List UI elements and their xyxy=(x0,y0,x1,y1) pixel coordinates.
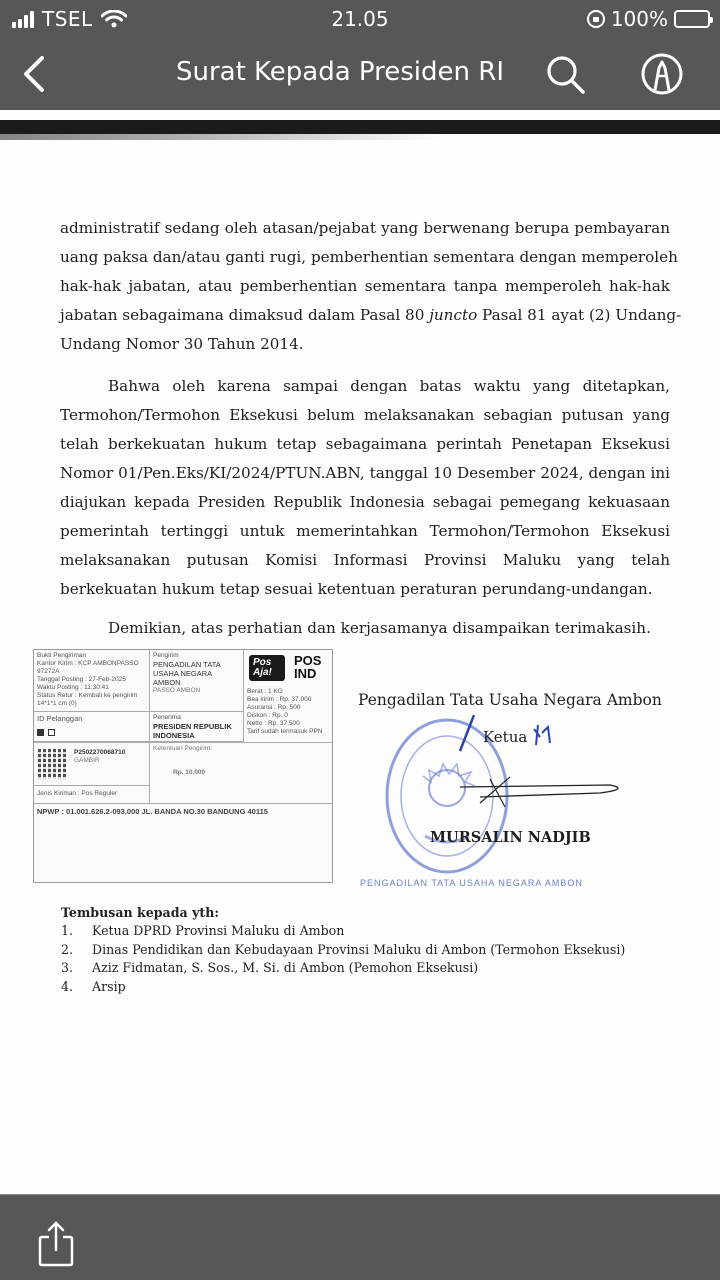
list-text: Aziz Fidmatan, S. Sos., M. Si. di Ambon (Pemohon Eksekusi) xyxy=(92,960,479,975)
receipt-label: Pengirim xyxy=(153,652,179,659)
document-viewer[interactable] xyxy=(0,110,720,1194)
text-segment: Pasal 81 ayat (2) Undang- xyxy=(477,306,682,324)
list-number: 2. xyxy=(61,941,74,957)
signal-icon xyxy=(12,10,34,28)
search-icon xyxy=(549,58,583,92)
pos-aja-logo: Pos Aja! xyxy=(249,655,285,681)
list-number: 3. xyxy=(61,960,74,975)
markup-pen-icon xyxy=(643,55,681,93)
checkbox-icon xyxy=(37,729,44,736)
page-edge xyxy=(0,120,720,134)
signature-office: Pengadilan Tata Usaha Negara Ambon xyxy=(358,691,662,709)
paragraph-2 xyxy=(60,372,670,604)
text-line: berkekuatan hukum tetap sesuai ketentuan peraturan perundang-undangan. xyxy=(60,580,653,598)
receipt-line: Bukti Pengiriman xyxy=(37,652,87,659)
closing-sentence: Demikian, atas perhatian dan kerjasamanya disampaikan terimakasih. xyxy=(108,619,651,637)
search-button[interactable] xyxy=(545,54,587,96)
text-line: telah berkekuatan hukum tetap sebagaimana perintah Penetapan Eksekusi xyxy=(60,435,670,453)
list-number: 4. xyxy=(61,978,74,994)
cc-list xyxy=(61,903,625,996)
cost-line: Berat : 1 KG xyxy=(247,688,283,695)
terms-fee: Rp. 10.000 xyxy=(173,769,206,776)
cost-line: Tarif sudah termasuk PPN xyxy=(247,728,323,735)
battery-icon xyxy=(674,10,710,28)
share-button[interactable] xyxy=(36,1219,76,1267)
text-line: administratif sedang oleh atasan/pejabat yang berwenang berupa pembayaran xyxy=(60,219,670,237)
receipt-line: Kantor Kirim : KCP AMBONPASSO xyxy=(37,660,139,667)
text-line: pemerintah tertinggi untuk memerintahkan Termohon/Termohon Eksekusi xyxy=(60,522,670,540)
list-text: Arsip xyxy=(92,978,126,994)
text-line: uang paksa dan/atau ganti rugi, pemberhentian sementara dengan memperoleh xyxy=(60,248,678,266)
receipt-service: Jenis Kiriman : Pos Reguler xyxy=(34,786,150,804)
cost-line: Netto : Rp. 37.500 xyxy=(247,720,300,727)
postal-receipt xyxy=(33,649,333,883)
pos-logos xyxy=(244,650,333,686)
markup-button[interactable] xyxy=(640,52,684,96)
receipt-sender-city: PASSO AMBON xyxy=(153,687,201,694)
receipt-recipient-city: GAMBIR xyxy=(74,757,100,764)
receipt-label: ID Pelanggan xyxy=(37,714,83,723)
text-line: Nomor 01/Pen.Eks/KI/2024/PTUN.ABN, tanggal 10 Desember 2024, dengan ini xyxy=(60,464,670,482)
page-shadow xyxy=(0,134,440,140)
cost-line: Bea kirim : Rp. 37.000 xyxy=(247,696,312,703)
handwritten-signature-icon xyxy=(450,715,630,825)
stamp-text: PENGADILAN TATA USAHA NEGARA AMBON xyxy=(360,878,583,888)
receipt-sender-info xyxy=(34,650,150,712)
pos-ind-logo: POS IND xyxy=(294,653,322,681)
list-number: 1. xyxy=(61,923,74,938)
cc-title: Tembusan kepada yth: xyxy=(61,905,220,920)
paragraph-1 xyxy=(60,214,682,359)
receipt-costs xyxy=(244,686,333,742)
list-item xyxy=(61,922,625,941)
list-item xyxy=(61,978,625,997)
list-item xyxy=(61,959,625,978)
wifi-icon xyxy=(101,10,127,28)
receipt-line: Tanggal Posting : 27-Feb-2025 xyxy=(37,676,126,683)
letter-body xyxy=(60,214,682,643)
list-text: Dinas Pendidikan dan Kebudayaan Provinsi Maluku di Ambon (Termohon Eksekusi) xyxy=(92,941,626,957)
list-item xyxy=(61,941,625,960)
tracking-number: P2502270068710 xyxy=(74,749,126,756)
text-line: Bahwa oleh karena sampai dengan batas waktu yang ditetapkan, xyxy=(108,377,670,395)
text-line: melaksanakan putusan Komisi Informasi Provinsi Maluku yang telah xyxy=(60,551,670,569)
back-button[interactable] xyxy=(18,52,52,96)
text-segment: jabatan sebagaimana dimaksud dalam Pasal 80 xyxy=(60,306,430,324)
receipt-line: Status Retur : Kembali ke pengirim xyxy=(37,692,138,699)
receipt-line: 97272A xyxy=(37,668,60,675)
battery-percent: 100% xyxy=(610,7,668,31)
receipt-line: 14*1*1 cm (0) xyxy=(37,700,77,707)
text-line: hak-hak jabatan, atau pemberhentian sementara tanpa memperoleh hak-hak xyxy=(60,277,670,295)
text-line: diajukan kepada Presiden Republik Indonesia sebagai pemegang kekuasaan xyxy=(60,493,670,511)
italic-term: juncto xyxy=(429,306,478,324)
navigation-bar xyxy=(0,38,720,110)
receipt-recipient xyxy=(150,712,244,742)
text-line: Undang Nomor 30 Tahun 2014. xyxy=(60,335,304,353)
carrier-name: TSEL xyxy=(42,7,93,31)
signatory-name: MURSALIN NADJIB xyxy=(430,829,591,846)
cost-line: Asuransi : Rp. 500 xyxy=(247,704,301,711)
chevron-left-icon xyxy=(26,58,42,90)
receipt-sender-name: PENGADILAN TATA USAHA NEGARA AMBON xyxy=(153,660,221,687)
qr-code-icon xyxy=(38,749,68,779)
status-bar xyxy=(0,0,720,38)
receipt-sender xyxy=(150,650,244,712)
receipt-customer-id xyxy=(34,712,150,742)
rotation-lock-icon xyxy=(587,10,605,28)
status-time: 21.05 xyxy=(331,7,389,31)
checkbox-icon xyxy=(48,729,55,736)
share-icon xyxy=(40,1223,72,1265)
receipt-terms xyxy=(150,742,333,804)
list-text: Ketua DPRD Provinsi Maluku di Ambon xyxy=(92,923,345,938)
terms-title: Ketentuan Pengirim: xyxy=(153,745,212,752)
bottom-toolbar xyxy=(0,1194,720,1280)
receipt-line: Waktu Posting : 11:30:41 xyxy=(37,684,109,691)
signature-title: Ketua xyxy=(483,728,528,746)
receipt-npwp: NPWP : 01.001.626.2-093.000 JL. BANDA NO.30 BANDUNG 40115 xyxy=(37,807,268,816)
text-line xyxy=(60,301,682,330)
receipt-tracking xyxy=(34,742,150,786)
receipt-label: Penerima xyxy=(153,714,181,721)
cost-line: Diskon : Rp. 0 xyxy=(247,712,288,719)
page-title: Surat Kepada Presiden RI xyxy=(175,57,505,87)
text-line: Termohon/Termohon Eksekusi belum melaksanakan sebagian putusan yang xyxy=(60,406,670,424)
receipt-recipient-name: PRESIDEN REPUBLIK INDONESIA xyxy=(153,722,232,740)
